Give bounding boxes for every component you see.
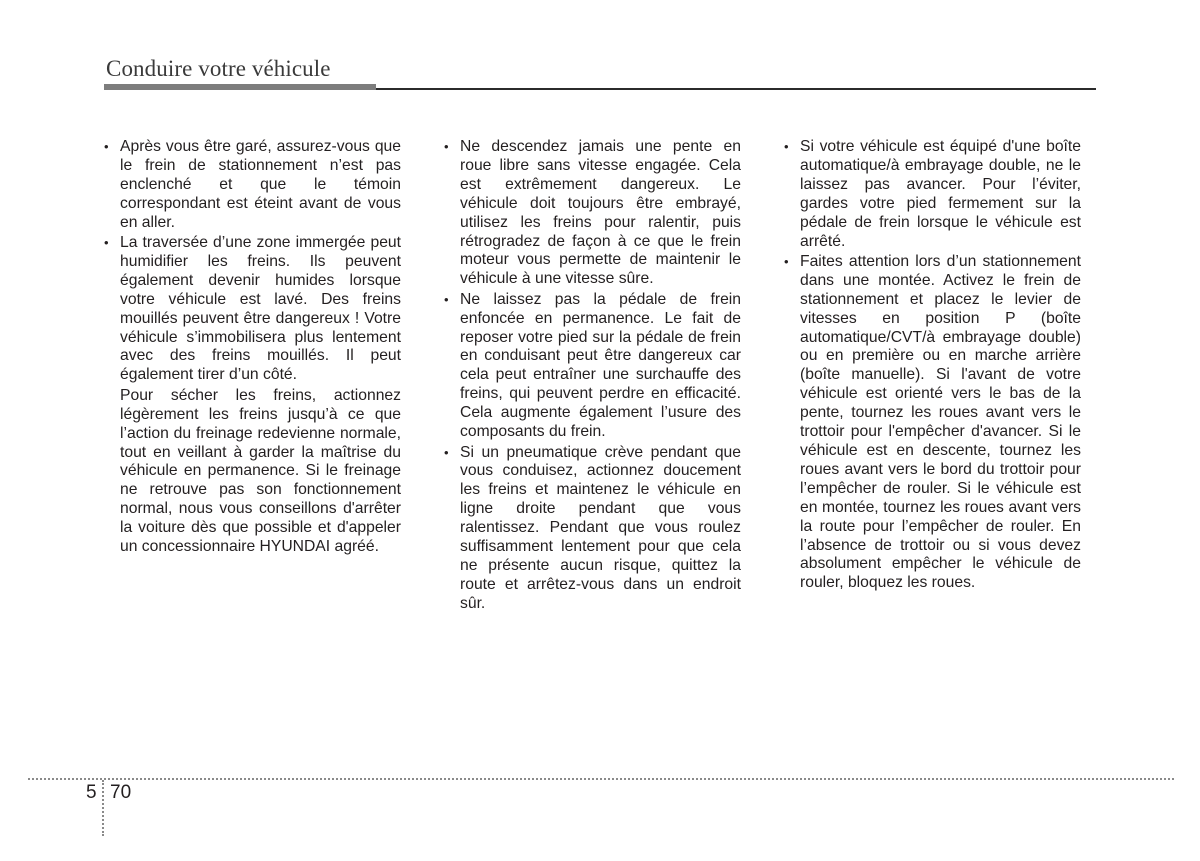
page-title: Conduire votre véhicule <box>106 56 331 81</box>
text-column-1 <box>104 138 401 557</box>
header-rule <box>376 88 1096 90</box>
bullet-item <box>784 138 1081 251</box>
continuation-text: Pour sécher les freins, actionnez légèrement les freins jusqu’à ce que l’action du freinage redevienne normale, tout en veillant à garder la maîtrise du véhicule en permanence. Si le freinage ne retrouve pas son fonctionnement normal, nous vous conseillons d'arrêter la voiture dès que possible et d'appeler un concessionnaire HYUNDAI agréé. <box>120 386 401 556</box>
footer-dotted-rule <box>28 778 1174 780</box>
text-column-3 <box>784 138 1081 595</box>
bullet-icon: • <box>784 253 789 269</box>
bullet-icon: • <box>444 444 449 460</box>
bullet-item <box>784 253 1081 593</box>
footer-dotted-divider <box>102 780 104 836</box>
bullet-icon: • <box>444 139 449 154</box>
header-rule-accent <box>104 84 376 90</box>
bullet-item <box>444 291 741 442</box>
bullet-text: La traversée d’une zone immergée peut humidifier les freins. Ils peuvent également devenir humides lorsque votre véhicule est lavé. Des freins mouillés peuvent être dangereux ! Votre véhicule s’immobilisera plus lentement avec des freins mouillés. Il peut également tirer d’un côté. <box>120 234 401 384</box>
bullet-item <box>104 138 401 233</box>
bullet-text: Si un pneumatique crève pendant que vous conduisez, actionnez doucement les freins et maintenez le véhicule en ligne droite pendant que vous ralentissez. Pendant que vous roulez suffisamment lentement pour que cela ne présente aucun risque, quittez la route et arrêtez-vous dans un endroit sûr. <box>460 443 741 612</box>
bullet-text: Faites attention lors d’un stationnement dans une montée. Activez le frein de stationnement et placez le levier de vitesses en position P (boîte automatique/CVT/à embrayage double) ou en première ou en marche arrière (boîte manuelle). Si l'avant de votre véhicule est orienté vers le bas de la pente, tournez les roues avant vers le trottoir pour l'empêcher d'avancer. Si le véhicule est en descente, tournez les roues avant vers le bord du trottoir pour l’empêcher de rouler. Si le véhicule est en montée, tournez les roues avant vers la route pour l’empêcher de rouler. En l’absence de trottoir ou si vous devez absolument empêcher le véhicule de rouler, bloquez les roues. <box>800 252 1081 592</box>
bullet-icon: • <box>444 291 449 307</box>
chapter-number: 5 <box>86 782 97 803</box>
bullet-icon: • <box>104 139 109 154</box>
bullet-text: Après vous être garé, assurez-vous que le frein de stationnement n’est pas enclenché et que le témoin correspondant est éteint avant de vous en aller. <box>120 138 401 231</box>
bullet-item <box>444 138 741 289</box>
bullet-item <box>444 444 741 614</box>
bullet-text: Ne descendez jamais une pente en roue libre sans vitesse engagée. Cela est extrêmement dangereux. Le véhicule doit toujours être embrayé, utilisez les freins pour ralentir, puis rétrogradez de façon à ce que le frein moteur vous permette de maintenir le véhicule à une vitesse sûre. <box>460 138 741 288</box>
bullet-text: Si votre véhicule est équipé d'une boîte automatique/à embrayage double, ne le laissez pas avancer. Pour l’éviter, gardes votre pied fermement sur la pédale de frein lorsque le véhicule est arrêté. <box>800 138 1081 250</box>
bullet-icon: • <box>784 139 789 154</box>
bullet-item <box>104 234 401 385</box>
bullet-text: Ne laissez pas la pédale de frein enfoncée en permanence. Le fait de reposer votre pied sur la pédale de frein en conduisant peut être dangereux car cela peut entraîner une surchauffe des freins, qui peuvent perdre en efficacité. Cela augmente également l’usure des composants du frein. <box>460 290 741 441</box>
continuation-paragraph <box>104 387 401 557</box>
bullet-icon: • <box>104 235 109 251</box>
text-column-2 <box>444 138 741 615</box>
page-number: 70 <box>110 782 132 803</box>
